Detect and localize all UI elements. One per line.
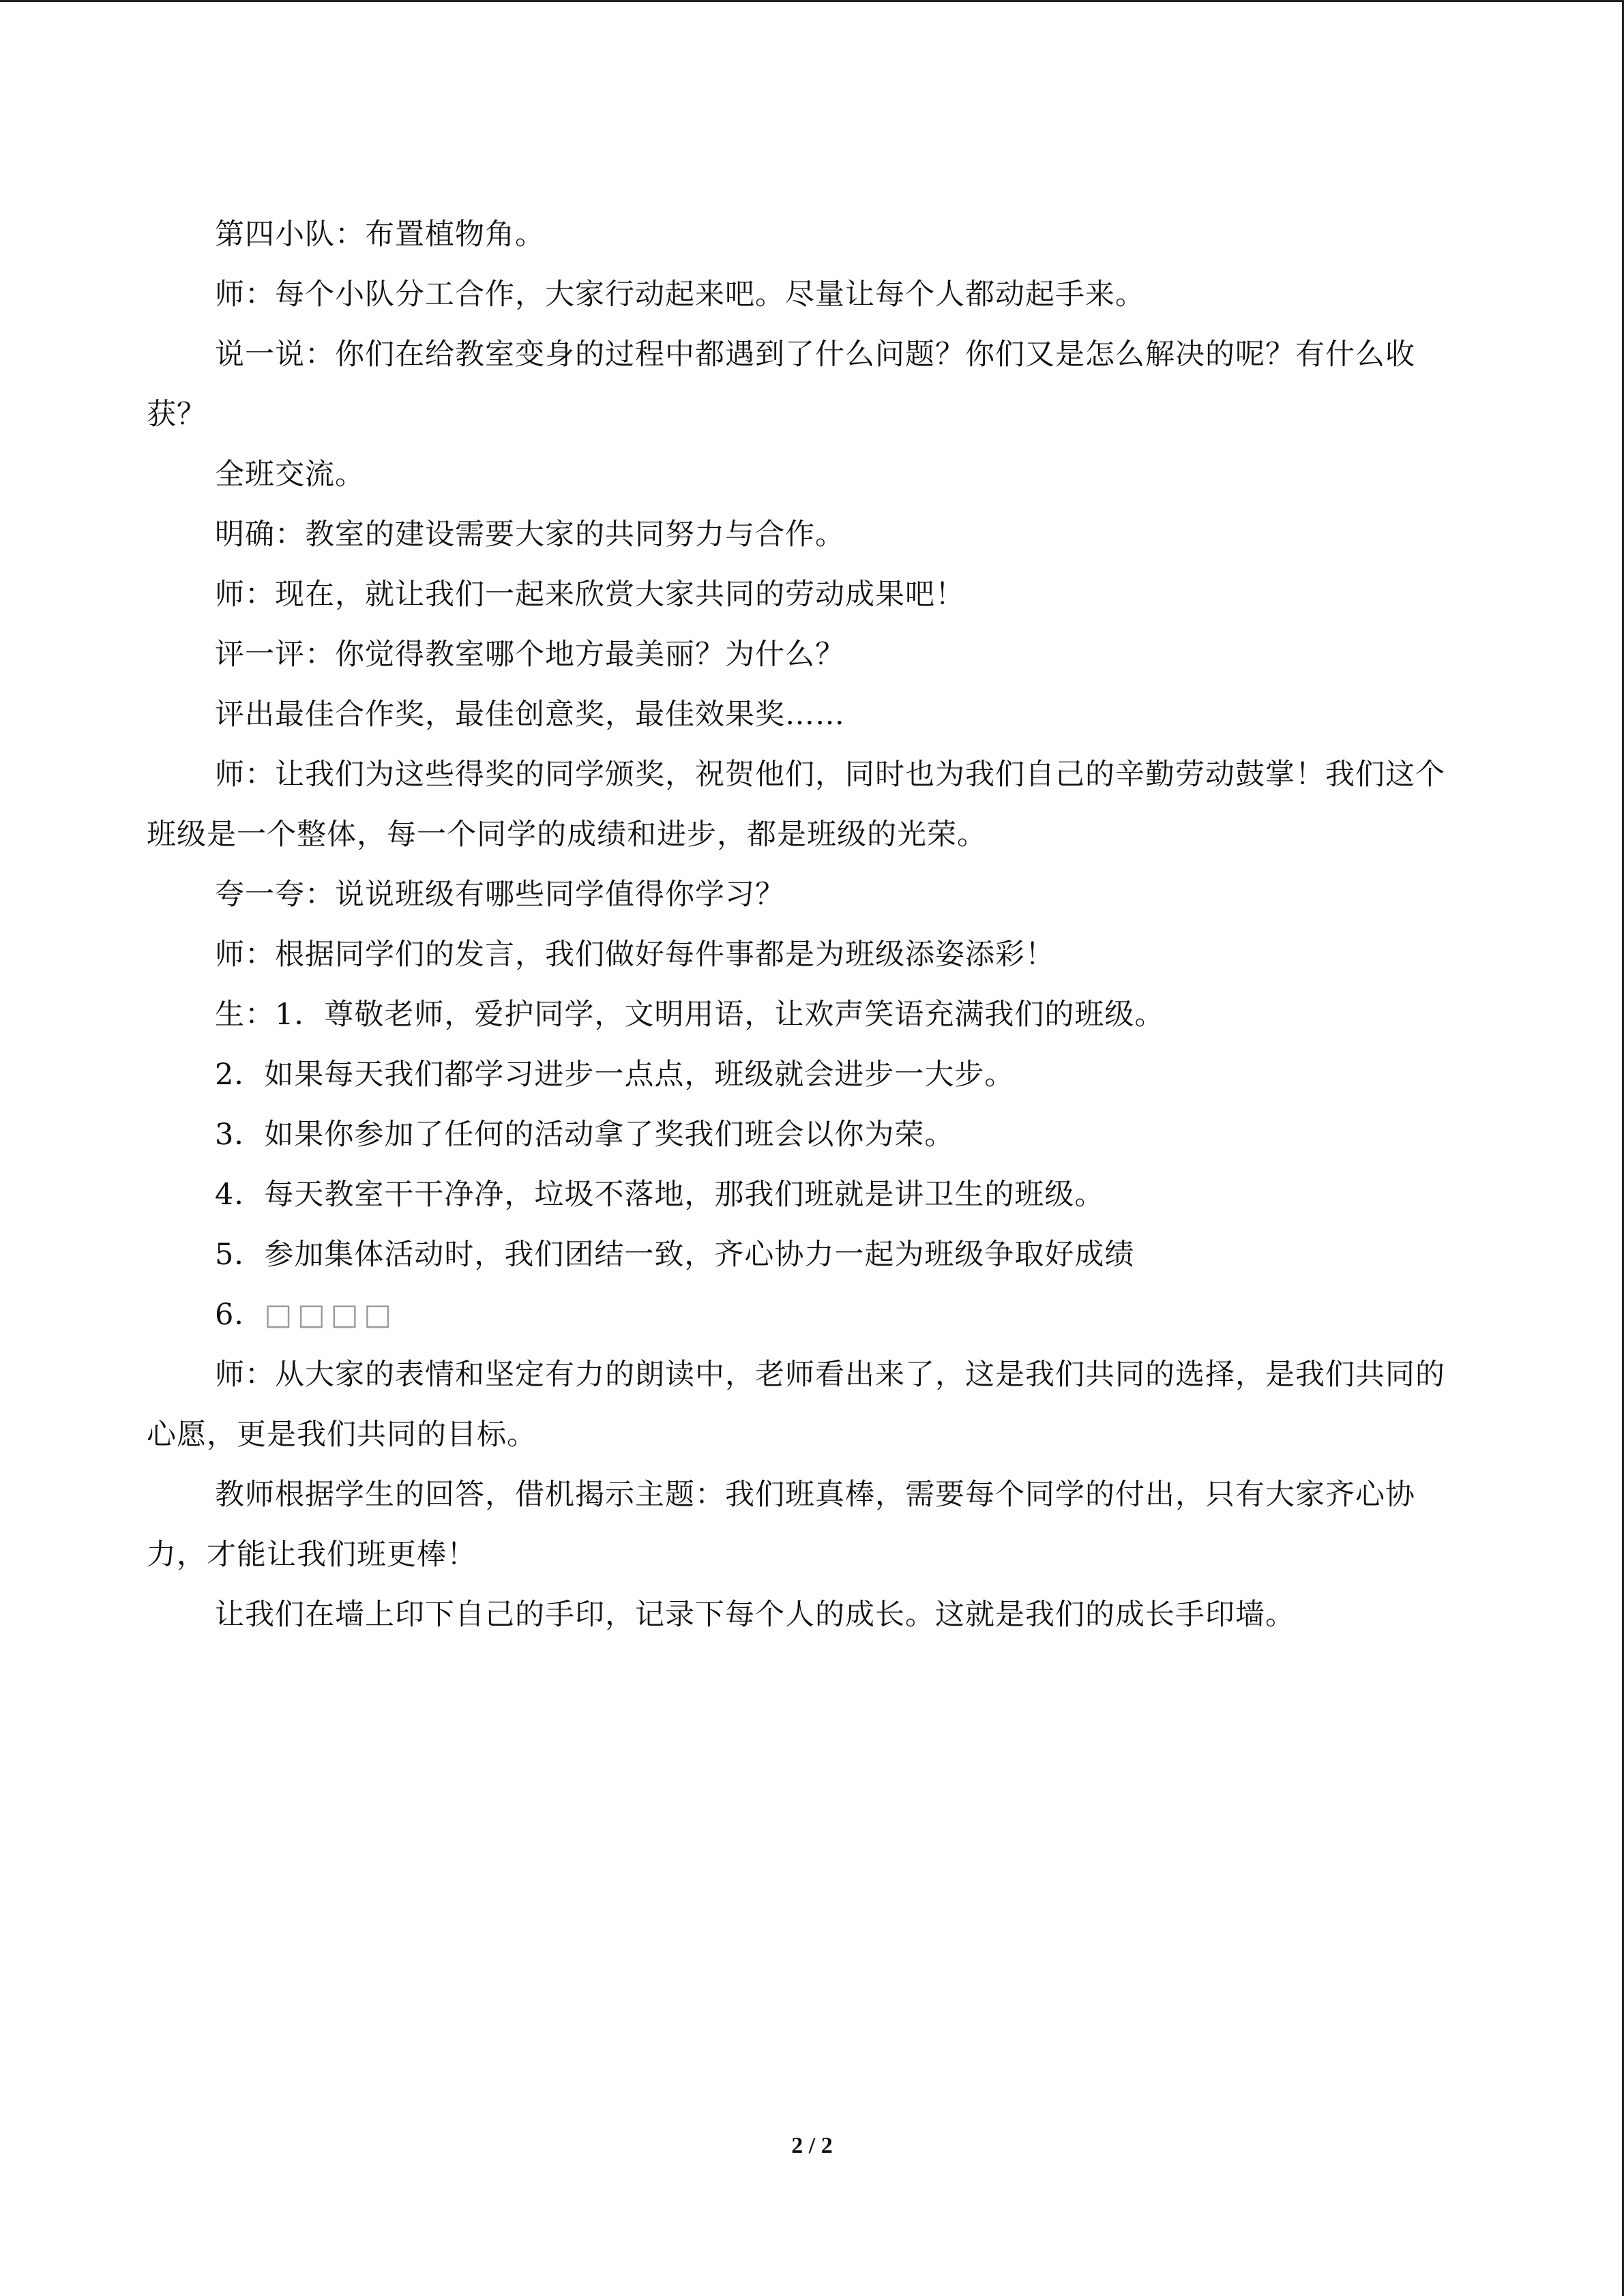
paragraph-theme-reveal: 教师根据学生的回答，借机揭示主题：我们班真棒，需要每个同学的付出，只有大家齐心协力，才能让我们班更棒！	[147, 1478, 1415, 1572]
page-top-border	[0, 0, 1624, 2]
paragraph-praise: 夸一夸：说说班级有哪些同学值得你学习？	[215, 878, 785, 912]
paragraph-evaluate: 评一评：你觉得教室哪个地方最美丽？为什么？	[215, 638, 845, 672]
paragraph-class-exchange: 全班交流。	[215, 458, 365, 492]
list-item-6	[147, 1285, 1460, 1345]
list-item-6-label: 6．	[215, 1298, 265, 1332]
paragraph-teacher-goal: 师：从大家的表情和坚定有力的朗读中，老师看出来了，这是我们共同的选择，是我们共同的心愿，更是我们共同的目标。	[147, 1358, 1445, 1452]
list-item-1: 生：1．尊敬老师，爱护同学，文明用语，让欢声笑语充满我们的班级。	[215, 998, 1165, 1032]
paragraph-teacher-appreciate: 师：现在，就让我们一起来欣赏大家共同的劳动成果吧！	[215, 578, 965, 612]
paragraph-teacher-speech: 师：根据同学们的发言，我们做好每件事都是为班级添姿添彩！	[215, 938, 1055, 972]
paragraph-teacher-awards: 师：让我们为这些得奖的同学颁奖，祝贺他们，同时也为我们自己的辛勤劳动鼓掌！我们这个班级是一个整体，每一个同学的成绩和进步，都是班级的光荣。	[147, 758, 1445, 852]
paragraph-clarify: 明确：教室的建设需要大家的共同努力与合作。	[215, 518, 845, 552]
page-number: 2 / 2	[791, 2133, 833, 2158]
paragraph-discussion-question: 说一说：你们在给教室变身的过程中都遇到了什么问题？你们又是怎么解决的呢？有什么收获？	[147, 338, 1415, 432]
list-item-4: 4．每天教室干干净净，垃圾不落地，那我们班就是讲卫生的班级。	[215, 1178, 1105, 1212]
list-item-3: 3．如果你参加了任何的活动拿了奖我们班会以你为荣。	[215, 1118, 955, 1152]
paragraph-team-four: 第四小队：布置植物角。	[215, 218, 545, 252]
list-item-2: 2．如果每天我们都学习进步一点点，班级就会进步一大步。	[215, 1058, 1015, 1092]
paragraph-teacher-teamwork: 师：每个小队分工合作，大家行动起来吧。尽量让每个人都动起手来。	[215, 278, 1145, 312]
paragraph-handprint-wall: 让我们在墙上印下自己的手印，记录下每个人的成长。这就是我们的成长手印墙。	[215, 1598, 1295, 1632]
list-item-5: 5．参加集体活动时，我们团结一致，齐心协力一起为班级争取好成绩	[215, 1238, 1135, 1272]
paragraph-awards: 评出最佳合作奖，最佳创意奖，最佳效果奖……	[215, 698, 845, 732]
list-item-6-blanks: □□□□	[264, 1298, 397, 1332]
document-body	[147, 205, 1460, 1645]
